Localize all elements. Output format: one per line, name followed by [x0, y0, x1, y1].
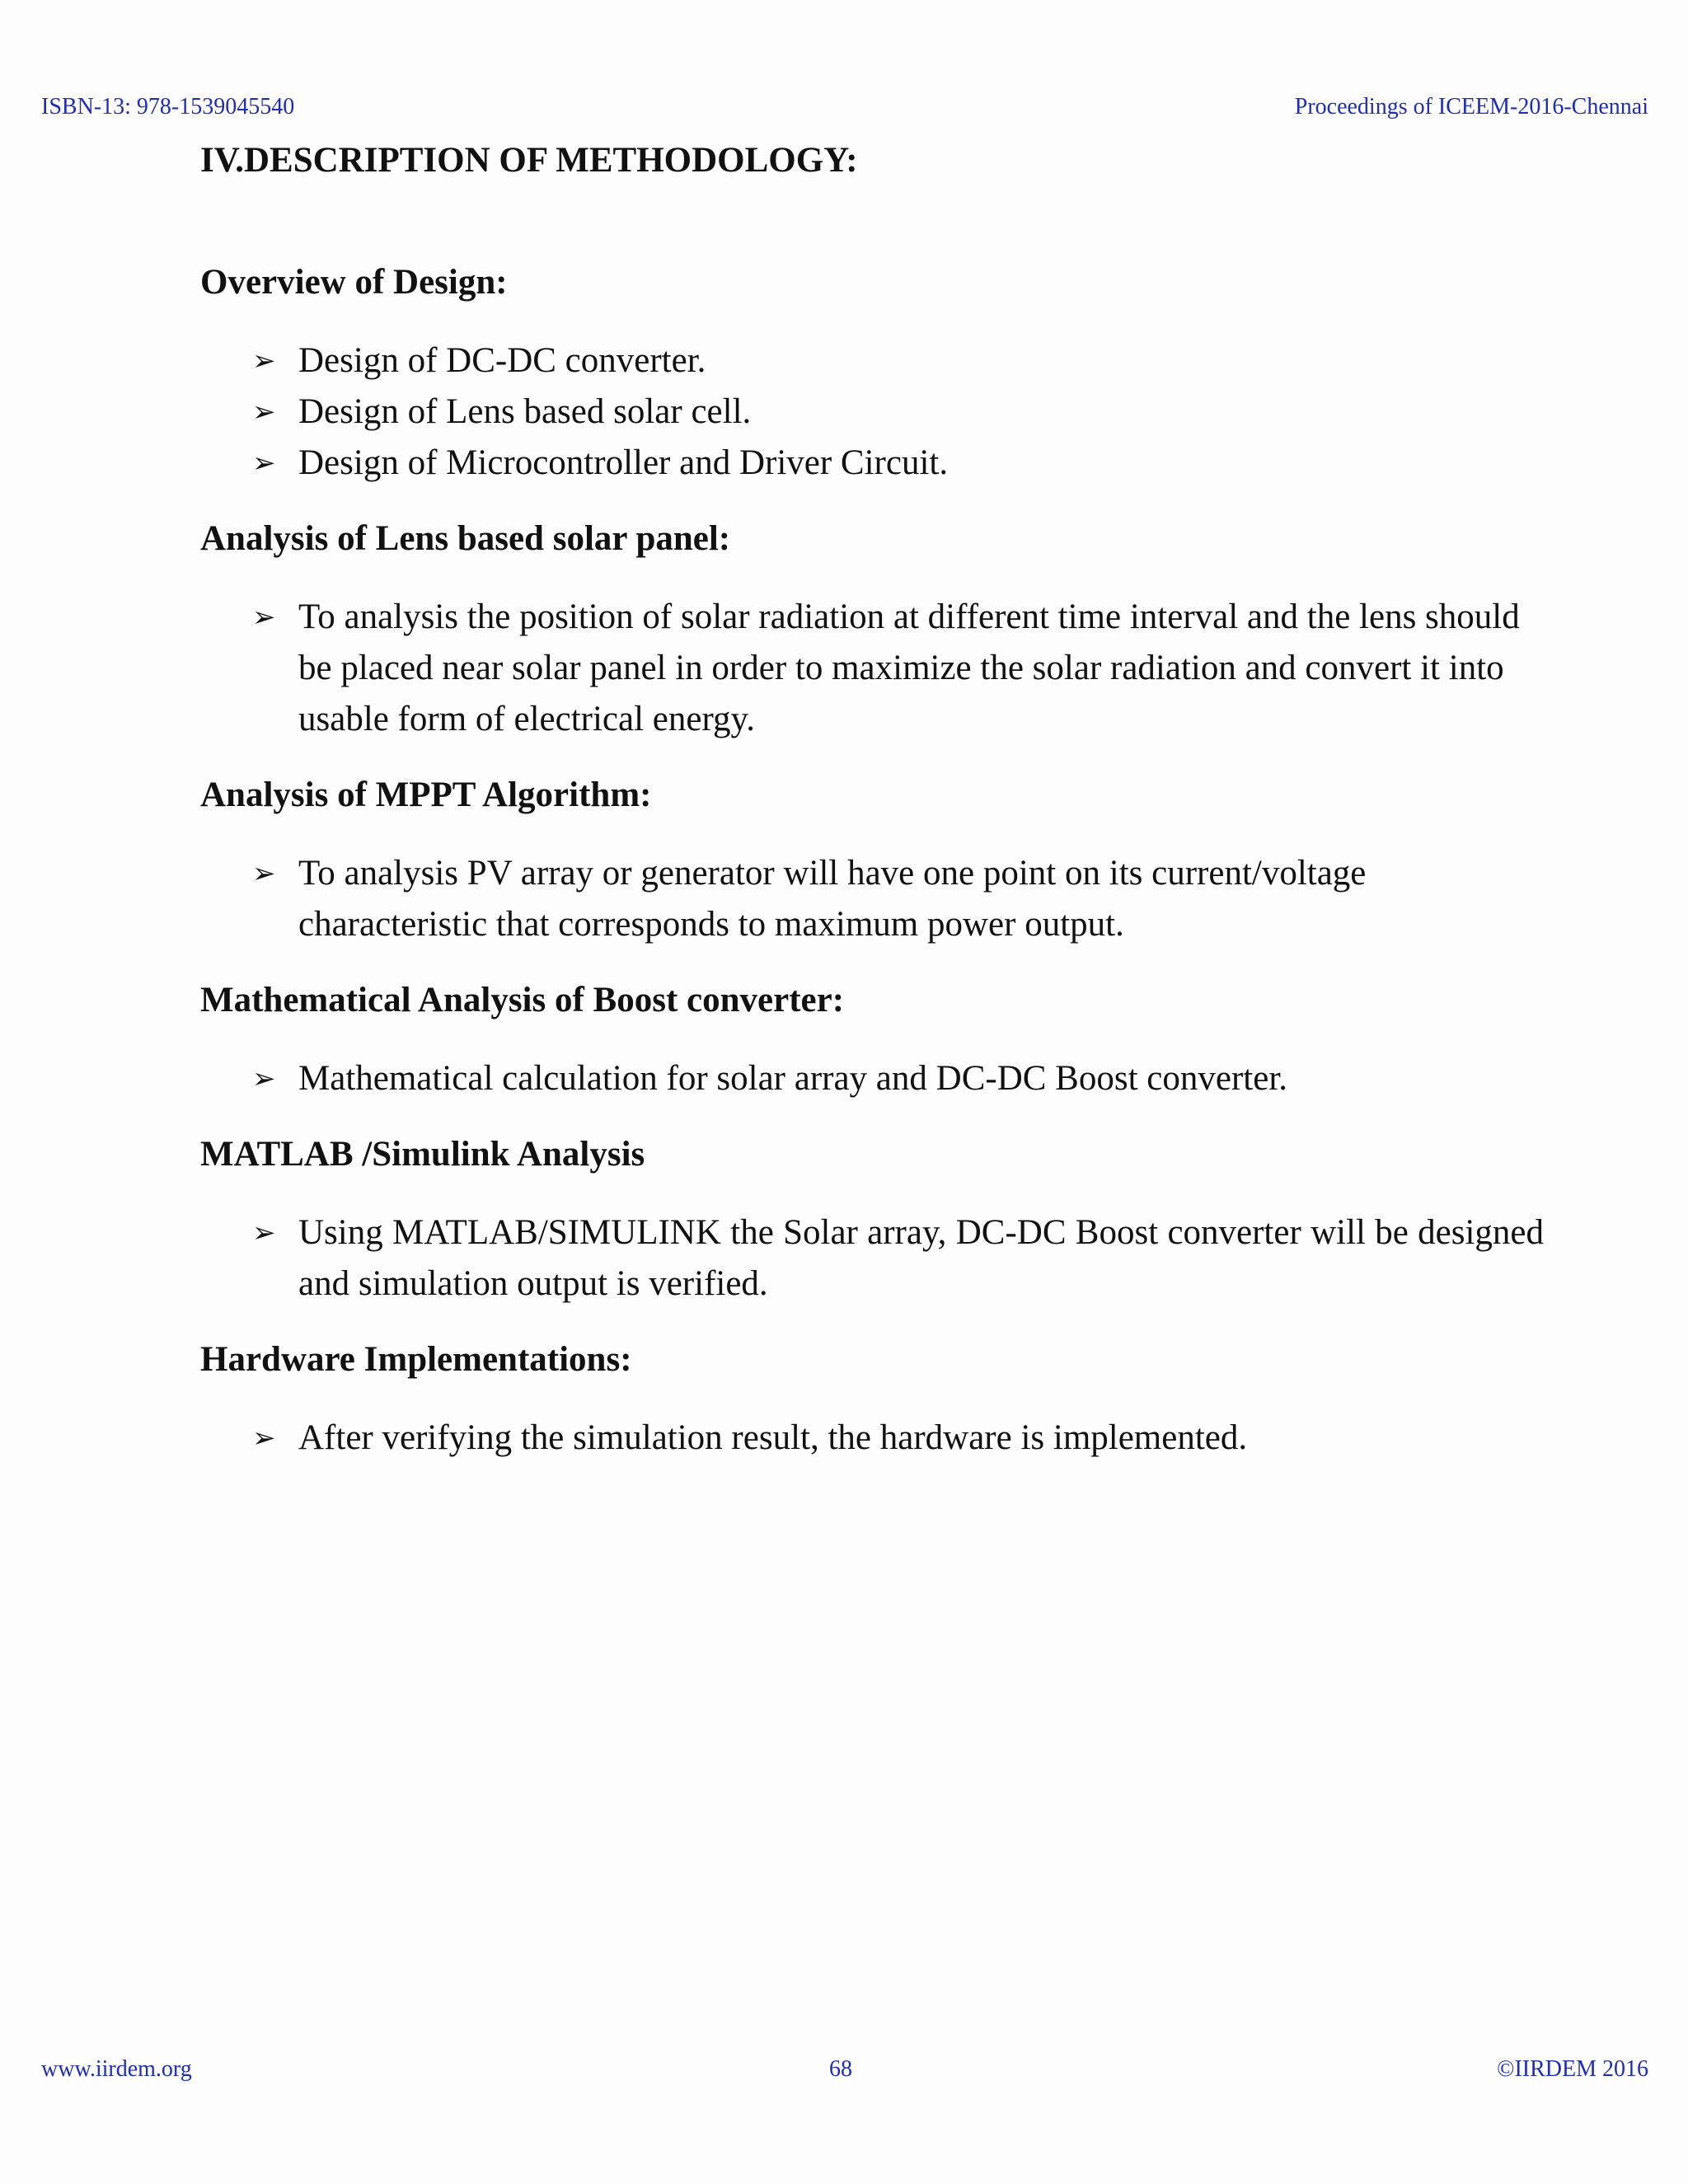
- list-item: [200, 1413, 1544, 1464]
- footer-website-link[interactable]: www.iirdem.org: [41, 2056, 192, 2082]
- list-item-text: Design of Microcontroller and Driver Circuit.: [298, 443, 949, 482]
- arrowhead-bullet-icon: ➢: [252, 396, 276, 429]
- page-number: 68: [829, 2056, 852, 2082]
- bullet-list: [200, 1053, 1544, 1104]
- subsection-lens-analysis: [200, 514, 1544, 745]
- section-title: IV.DESCRIPTION OF METHODOLOGY:: [200, 141, 858, 180]
- list-item-text: Using MATLAB/SIMULINK the Solar array, DC-DC Boost converter will be designed and simulation output is verified.: [298, 1213, 1544, 1303]
- bullet-list: [200, 592, 1544, 745]
- arrowhead-bullet-icon: ➢: [252, 447, 276, 480]
- subsection-hardware: [200, 1335, 1544, 1464]
- list-item: [200, 1207, 1544, 1310]
- list-item-text: To analysis PV array or generator will have one point on its current/voltage characteristic that corresponds to maximum power output.: [298, 854, 1367, 944]
- page-content: [200, 136, 1544, 1464]
- arrowhead-bullet-icon: ➢: [252, 1062, 276, 1095]
- arrowhead-bullet-icon: ➢: [252, 601, 276, 634]
- arrowhead-bullet-icon: ➢: [252, 1216, 276, 1249]
- list-item: [200, 1053, 1544, 1104]
- subsection-heading: Overview of Design:: [200, 263, 508, 302]
- arrowhead-bullet-icon: ➢: [252, 1422, 276, 1455]
- subsection-overview: [200, 258, 1544, 489]
- header-isbn: ISBN-13: 978-1539045540: [41, 94, 295, 120]
- bullet-list: [200, 1207, 1544, 1310]
- list-item: [200, 592, 1544, 745]
- subsection-mppt-analysis: [200, 771, 1544, 950]
- list-item-text: After verifying the simulation result, the hardware is implemented.: [298, 1418, 1248, 1457]
- list-item: [200, 438, 1544, 489]
- subsection-matlab-analysis: [200, 1130, 1544, 1310]
- header-proceedings: Proceedings of ICEEM-2016-Chennai: [1294, 94, 1648, 120]
- arrowhead-bullet-icon: ➢: [252, 857, 276, 890]
- list-item-text: To analysis the position of solar radiation at different time interval and the lens should be placed near solar panel in order to maximize the solar radiation and convert it into usable form of electrical energy.: [298, 598, 1520, 738]
- subsection-heading: Hardware Implementations:: [200, 1340, 632, 1379]
- subsection-heading: MATLAB /Simulink Analysis: [200, 1135, 645, 1174]
- subsection-heading: Analysis of MPPT Algorithm:: [200, 776, 652, 814]
- subsection-heading: Mathematical Analysis of Boost converter:: [200, 981, 845, 1019]
- list-item: [200, 387, 1544, 438]
- subsection-boost-analysis: [200, 976, 1544, 1104]
- bullet-list: [200, 335, 1544, 489]
- list-item: [200, 335, 1544, 387]
- bullet-list: [200, 848, 1544, 950]
- list-item: [200, 848, 1544, 950]
- list-item-text: Design of DC-DC converter.: [298, 341, 706, 380]
- subsection-heading: Analysis of Lens based solar panel:: [200, 519, 731, 558]
- footer-copyright: ©IIRDEM 2016: [1497, 2056, 1648, 2082]
- bullet-list: [200, 1413, 1544, 1464]
- list-item-text: Mathematical calculation for solar array and DC-DC Boost converter.: [298, 1059, 1288, 1098]
- list-item-text: Design of Lens based solar cell.: [298, 392, 752, 431]
- arrowhead-bullet-icon: ➢: [252, 344, 276, 377]
